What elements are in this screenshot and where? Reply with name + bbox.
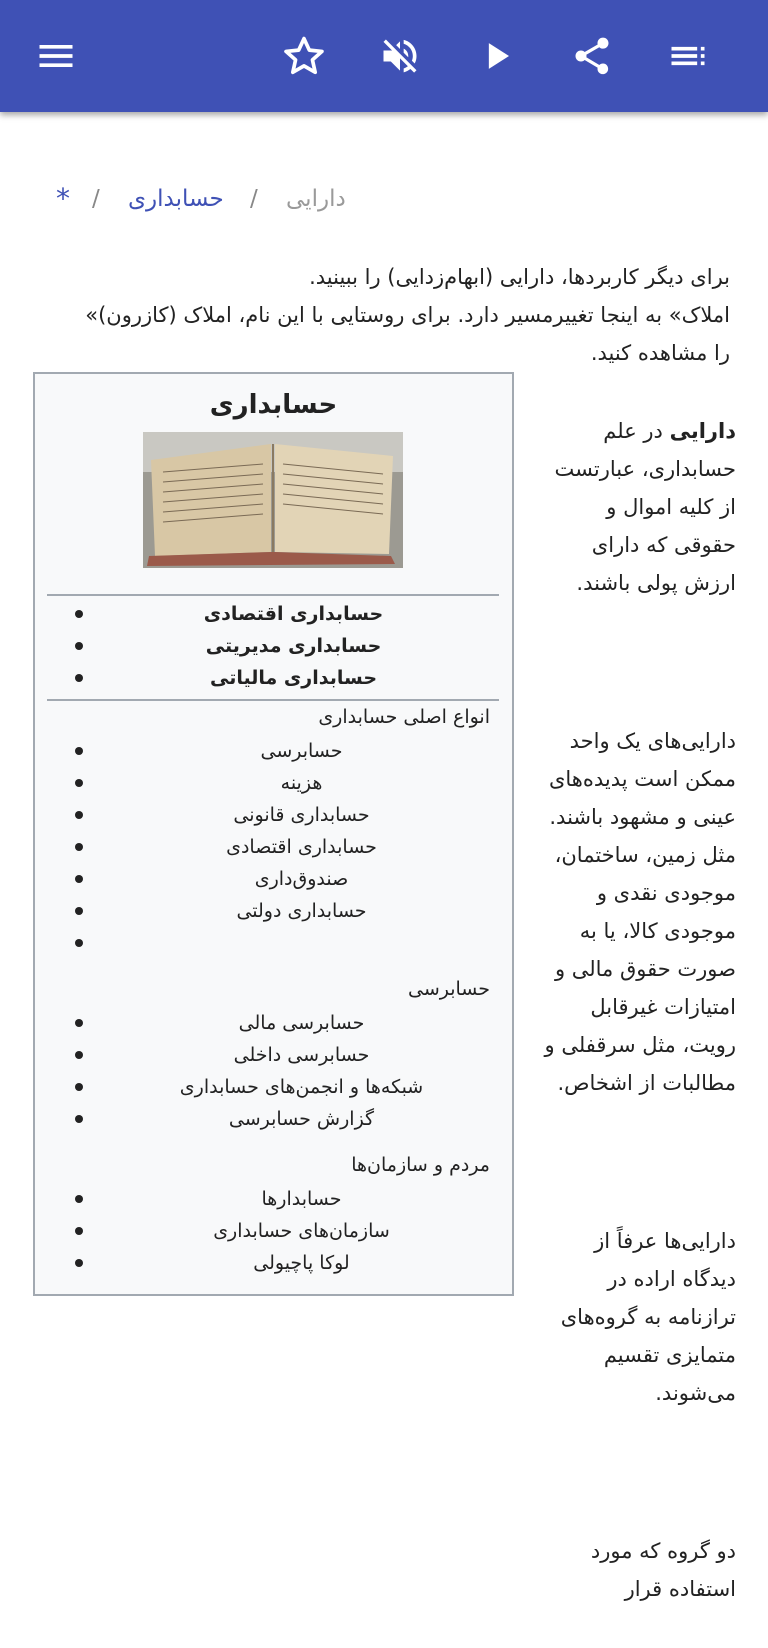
hatnote-line: برای دیگر کاربردها، دارایی (ابهام‌زدایی) را ببینید. — [309, 265, 730, 289]
hatnote — [30, 258, 730, 372]
share-button[interactable] — [564, 28, 620, 84]
hatnote-line: را مشاهده کنید. — [590, 341, 730, 365]
app-bar — [0, 0, 768, 112]
section-heading[interactable]: انواع اصلی حسابداری — [318, 706, 490, 728]
breadcrumb-separator: / — [250, 186, 258, 212]
star-icon — [282, 34, 326, 78]
list-item[interactable]: حسابداری اقتصادی — [35, 598, 512, 630]
list-item[interactable]: حسابداری مالیاتی — [35, 662, 512, 694]
list-item[interactable]: لوکا پاچیولی — [35, 1247, 512, 1279]
list-item[interactable]: حسابداری قانونی — [35, 799, 512, 831]
contents-button[interactable] — [660, 28, 716, 84]
share-icon — [570, 34, 614, 78]
list-item[interactable]: حسابرسی داخلی — [35, 1039, 512, 1071]
section-list — [35, 1007, 512, 1135]
list-item[interactable]: هزینه — [35, 767, 512, 799]
breadcrumb-parent-link[interactable]: حسابداری — [128, 186, 224, 212]
section-heading[interactable]: حسابرسی — [407, 978, 490, 1000]
mute-button[interactable] — [372, 28, 428, 84]
list-item[interactable]: صندوق‌داری — [35, 863, 512, 895]
article-subject: دارایی — [669, 419, 736, 443]
list-item[interactable]: حسابداری اقتصادی — [35, 831, 512, 863]
list-item[interactable]: شبکه‌ها و انجمن‌های حسابداری — [35, 1071, 512, 1103]
list-item[interactable]: حسابداری دولتی — [35, 895, 512, 927]
volume-off-icon — [378, 34, 422, 78]
list-item[interactable]: حسابرسی — [35, 735, 512, 767]
list-item — [35, 927, 512, 959]
infobox-title[interactable]: حسابداری — [209, 390, 338, 420]
section-heading[interactable]: مردم و سازمان‌ها — [351, 1154, 490, 1176]
infobox-main-list — [35, 598, 512, 694]
menu-button[interactable] — [28, 28, 84, 84]
play-button[interactable] — [470, 28, 526, 84]
section-list — [35, 1183, 512, 1279]
breadcrumb-current: دارایی — [286, 186, 346, 212]
infobox — [33, 372, 514, 1296]
list-item[interactable]: سازمان‌های حسابداری — [35, 1215, 512, 1247]
bookmark-button[interactable] — [276, 28, 332, 84]
list-item[interactable]: حسابرسی مالی — [35, 1007, 512, 1039]
menu-icon — [34, 34, 78, 78]
breadcrumb-home-link[interactable]: * — [56, 182, 70, 215]
infobox-divider — [47, 699, 499, 701]
hatnote-line: املاک» به اینجا تغییرمسیر دارد. برای روستایی با این نام، املاک (کازرون)» — [85, 303, 730, 327]
infobox-divider — [47, 594, 499, 596]
list-item[interactable]: حسابداری مدیریتی — [35, 630, 512, 662]
list-item[interactable]: حسابدارها — [35, 1183, 512, 1215]
ledger-book-image — [143, 432, 403, 568]
breadcrumb-separator: / — [92, 186, 100, 212]
article-body: دارایی در علم حسابداری، عبارتست از کلیه اموال و حقوقی که دارای ارزش پولی باشند. دارایی‌های یک واحد ممکن است پدیده‌های عینی و مشهود باشند. مثل زمین، ساختمان، موجودی نقدی و موجودی کالا، یا به صورت حقوق مالی و امتیازات غیرقابل رویت، مثل سرقفلی و مطالبات از اشخاص. دارایی‌ها عرفاً از دیدگاه اراده در ترازنامه به گروه‌های متمایزی تقسیم می‌شوند. دو گروه که مورد استفاده قرار — [544, 419, 736, 1601]
breadcrumb — [0, 182, 768, 222]
infobox-image[interactable] — [143, 432, 403, 568]
list-item[interactable]: گزارش حسابرسی — [35, 1103, 512, 1135]
section-list — [35, 735, 512, 959]
play-icon — [476, 34, 520, 78]
toc-icon — [666, 34, 710, 78]
